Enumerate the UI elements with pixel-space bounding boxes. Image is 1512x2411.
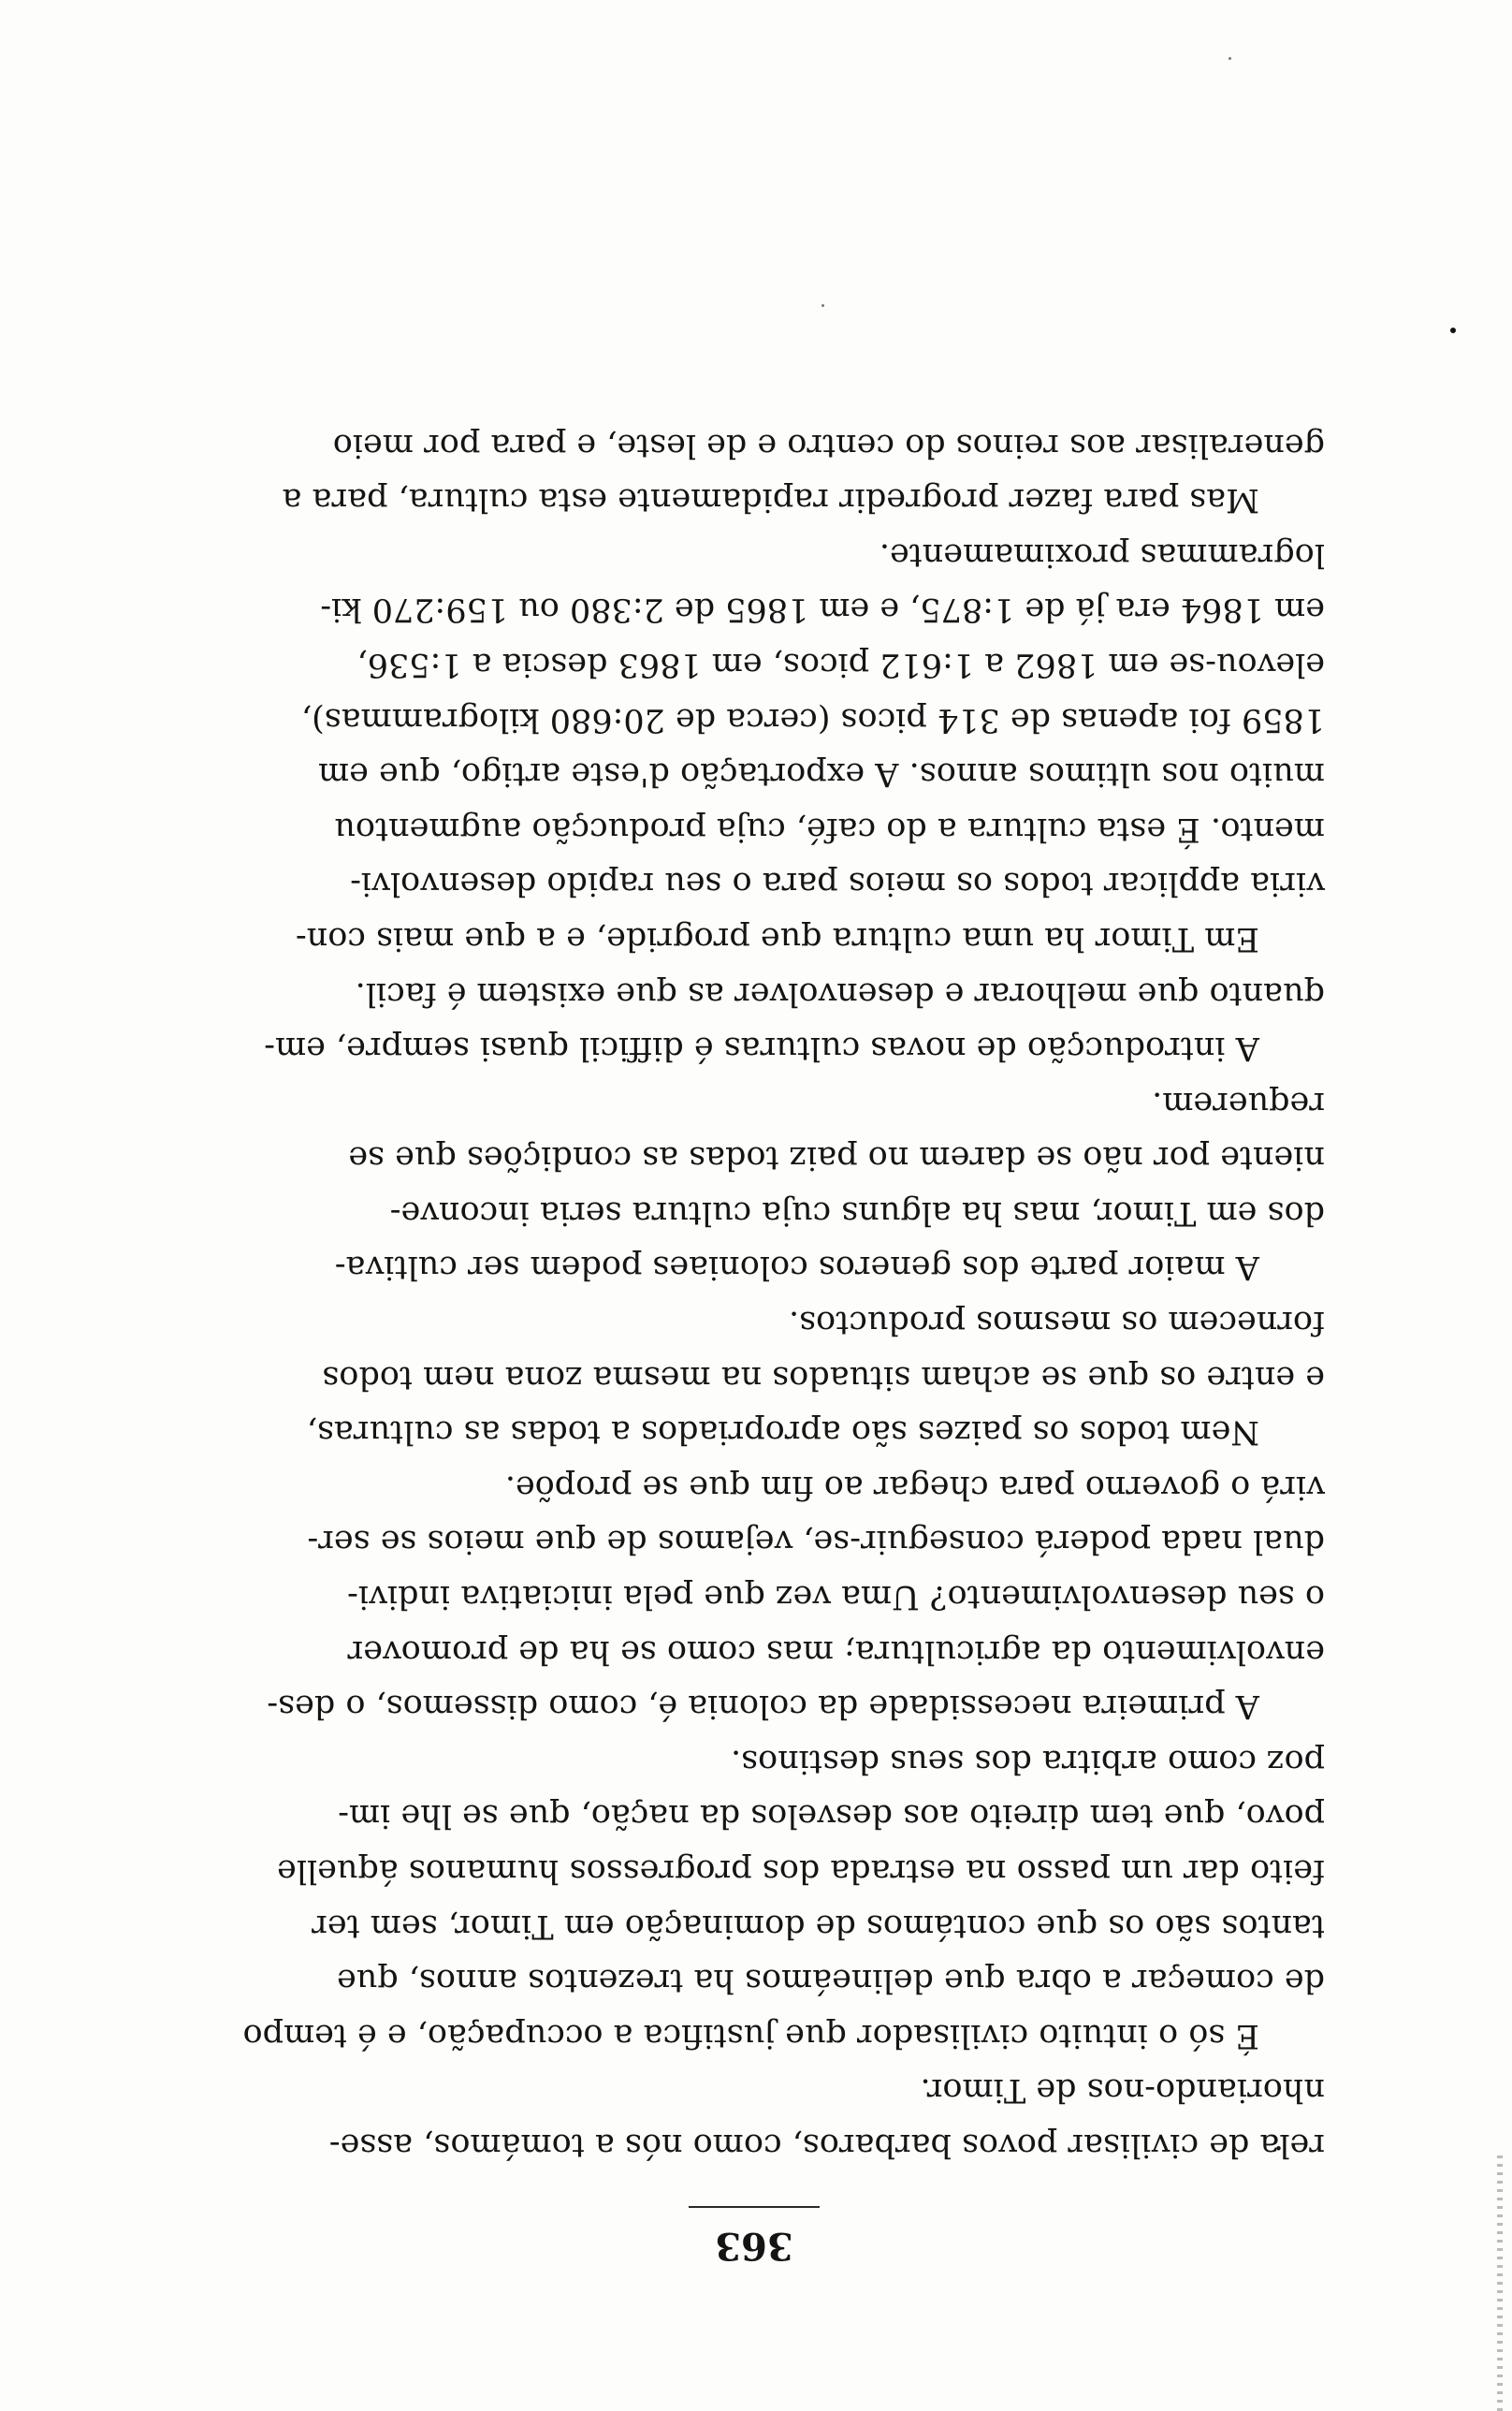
text-line: 1859 foi apenas de 314 picos (cerca de 20:680 kilogrammas), — [300, 700, 1325, 738]
paragraph-start-line: A maior parte dos generos coloniaes podem ser cultiva- — [334, 1249, 1259, 1287]
page-number-rule — [689, 2206, 820, 2208]
text-line: niente por não se darem no paiz todas as condições que se — [348, 1139, 1325, 1177]
paragraph-start-line: Mas para fazer progredir rapidamente esta cultura, para a — [282, 481, 1259, 519]
text-line: elevou-se em 1862 a 1:612 picos, em 1863 descia a 1:536, — [356, 645, 1325, 683]
text-line: nhoriando-nos de Timor. — [920, 2071, 1325, 2110]
paragraph-start-line: A primeira necessidade da colonia é, como dissemos, o des- — [267, 1688, 1259, 1726]
text-line: fornecem os mesmos productos. — [789, 1304, 1325, 1342]
page-edge-marks — [1497, 2153, 1503, 2411]
text-line: muito nos ultimos annos. A exportação d'este artigo, que em — [318, 755, 1325, 794]
text-line: envolvimento da agricultura; mas como se ha de promover — [347, 1632, 1325, 1671]
ink-speck — [821, 304, 824, 307]
text-line: poz como arbitra dos seus destinos. — [731, 1742, 1325, 1780]
paragraph-start-line: Nem todos os paizes são apropriados a todas as culturas, — [306, 1413, 1259, 1452]
text-line: generalisar aos reinos do centro e de leste, e para por meio — [332, 426, 1325, 464]
text-line: o seu desenvolvimento? Uma vez que pela iniciativa indivi- — [347, 1578, 1325, 1616]
text-line: dual nada poderá conseguir-se, vejamos de que meios se ser- — [307, 1523, 1325, 1561]
text-line: reŀa de civilisar povos barbaros, como nós a tomámos, asse- — [328, 2126, 1325, 2164]
paragraph-start-line: A introducção de novas culturas é difficil quasi sempre, em- — [264, 1030, 1259, 1068]
text-line: quanto que melhorar e desenvolver as que existem é facil. — [355, 974, 1325, 1013]
text-line: e entre os que se acham situados na mesma zona nem todos — [322, 1358, 1325, 1396]
paragraph-start-line: Em Timor ha uma cultura que progride, e a que mais con- — [295, 919, 1259, 957]
text-line: feito dar um passo na estrada dos progressos humanos áquelle — [277, 1852, 1325, 1891]
ink-speck — [1450, 328, 1456, 333]
text-line: virá o governo para chegar ao fim que se propõe. — [504, 1468, 1325, 1506]
text-line: logrammas proximamente. — [879, 535, 1325, 574]
ink-speck — [1228, 57, 1231, 60]
text-line: mento. É esta cultura a do café, cuja producção augmentou — [334, 810, 1325, 848]
text-line: dos em Timor, mas ha alguns cuja cultura seria inconve- — [389, 1193, 1325, 1232]
text-line: de começar a obra que delineámos ha trezentos annos, que — [337, 1962, 1325, 2000]
text-line: povo, que tem direito aos desvelos da nação, que se lhe im- — [338, 1797, 1325, 1835]
page-number: 363 — [715, 2224, 793, 2268]
text-line: requerem. — [1152, 1084, 1325, 1122]
text-line: em 1864 era já de 1:875, e em 1865 de 2:380 ou 159:270 ki- — [320, 591, 1325, 629]
body-text — [188, 417, 1325, 2172]
text-line: viria applicar todos os meios para o seu rapido desenvolvi- — [350, 865, 1325, 903]
paragraph-start-line: É só o intuito civilisador que justifica a occupação, e é tempo — [242, 2016, 1259, 2054]
text-line: tantos são os que contámos de dominação em Timor, sem ter — [312, 1907, 1325, 1945]
